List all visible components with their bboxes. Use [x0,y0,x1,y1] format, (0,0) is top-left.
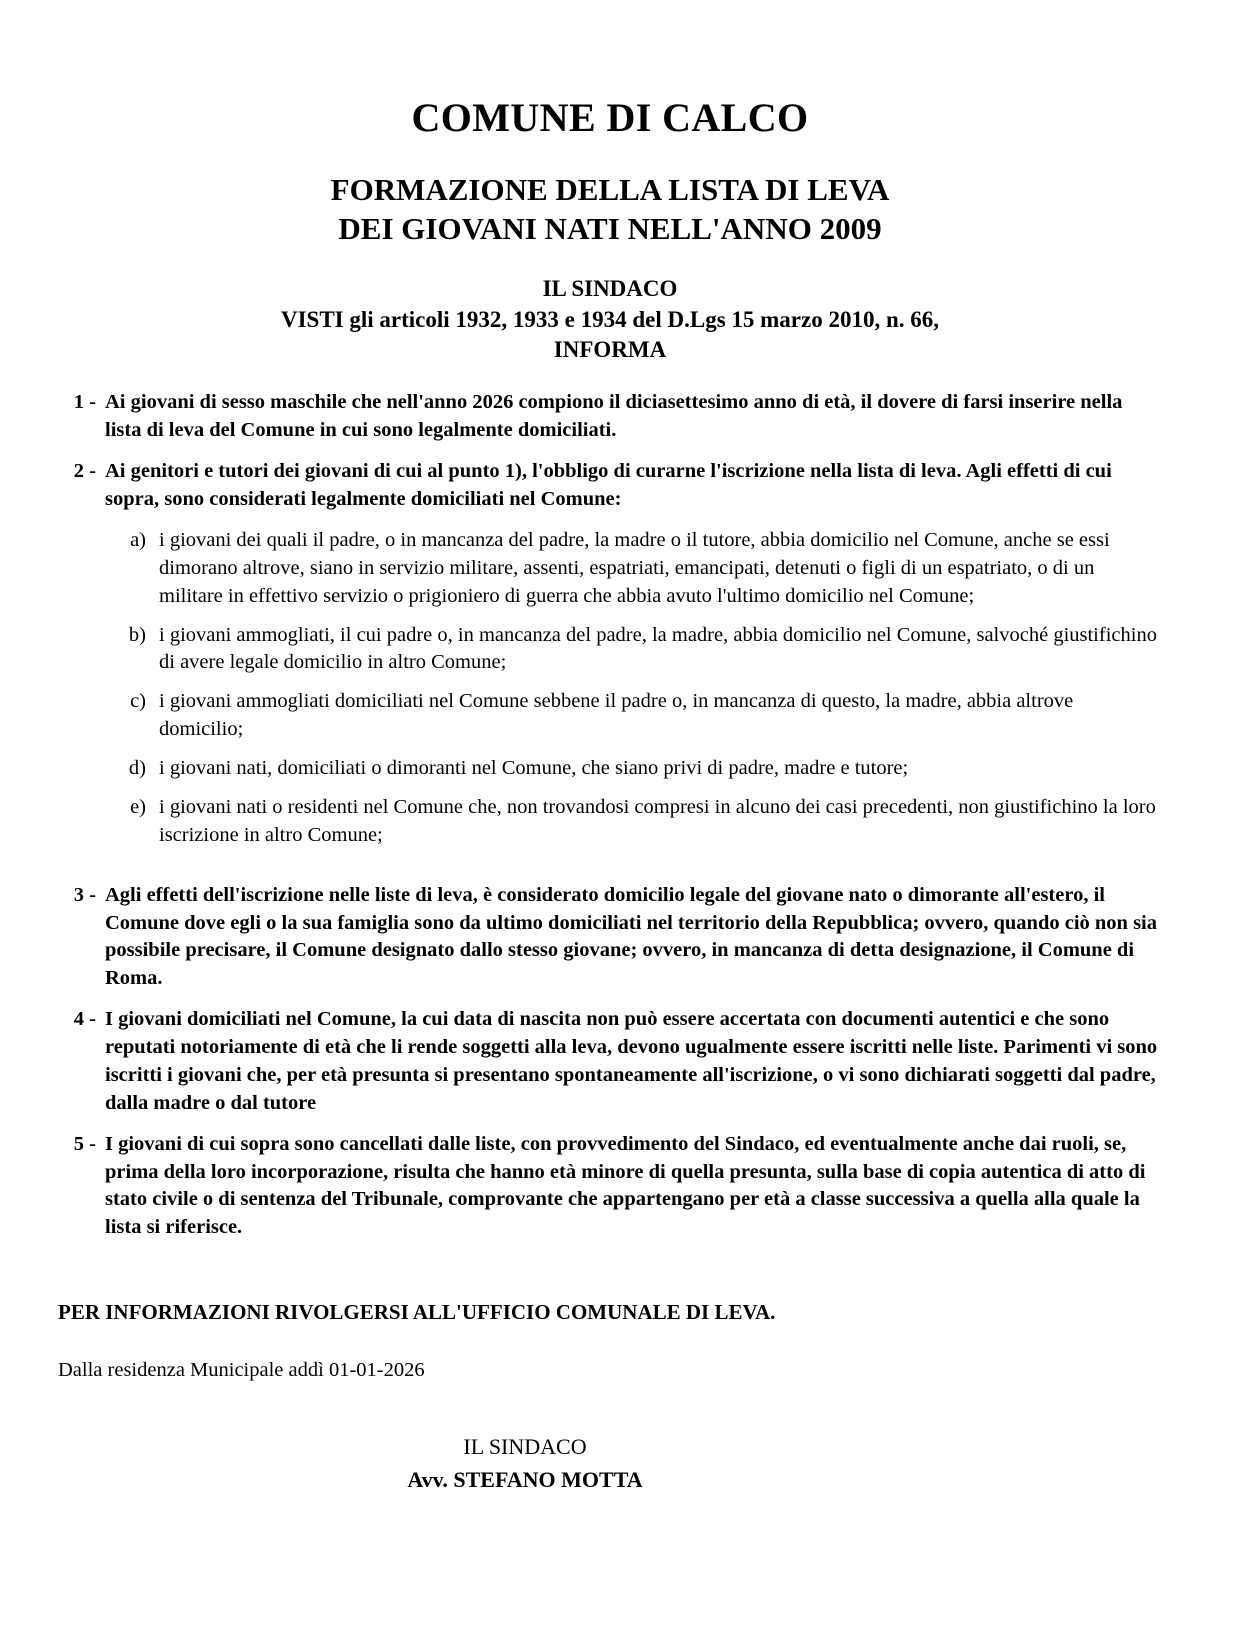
clause-item [58,1006,1162,1118]
subclause-letter: e) [130,795,146,818]
signature-role: IL SINDACO [463,1434,587,1460]
subclause-letter: c) [130,690,146,713]
clause-text: Ai genitori e tutori dei giovani di cui al punto 1), l'obbligo di curarne l'iscrizione nella lista di leva. Agli effetti di cui sopra, sono considerati legalmente domiciliati nel Comune: [105,460,1112,510]
subclause-text: i giovani nati, domiciliati o dimoranti nel Comune, che siano privi di padre, madre e tutore; [159,757,909,779]
subclause-text: i giovani ammogliati, il cui padre o, in mancanza del padre, la madre, abbia domicilio nel Comune, salvoché giustifichino di avere legale domicilio in altro Comune; [159,623,1157,674]
subclause-item [58,688,1162,744]
clause-item [58,1131,1162,1243]
subclause-text: i giovani ammogliati domiciliati nel Comune sebbene il padre o, in mancanza di questo, la madre, abbia altrove domicilio; [159,690,1074,741]
subclause-item [58,755,1162,783]
clause-text: Agli effetti dell'iscrizione nelle liste di leva, è considerato domicilio legale del giovane nato o dimorante all'estero, il Comune dove egli o la sua famiglia sono da ultimo domiciliati nel territorio della Repubblica; ovvero, quando ciò non sia possibile precisare, il Comune designato dallo stesso giovane; ovvero, in mancanza di detta designazione, il Comune di Roma. [105,883,1157,990]
date-line: Dalla residenza Municipale addì 01-01-2026 [58,1359,425,1382]
declaration-verb: INFORMA [553,337,667,363]
info-notice: PER INFORMAZIONI RIVOLGERSI ALL'UFFICIO COMUNALE DI LEVA. [58,1300,776,1325]
legal-basis: VISTI gli articoli 1932, 1933 e 1934 del D.Lgs 15 marzo 2010, n. 66, [280,306,940,332]
clause-number: 1 - [73,391,96,414]
subclause-item [58,794,1162,850]
clause-number: 2 - [73,460,96,483]
signature-name: Avv. STEFANO MOTTA [407,1467,643,1493]
clause-number: 4 - [73,1008,96,1031]
page-title: COMUNE DI CALCO [411,95,809,140]
authority-title: IL SINDACO [542,276,678,302]
authority-block [58,274,1162,365]
section-spacer [58,868,1162,882]
clause-item [58,458,1162,514]
signature-block [58,1430,992,1496]
subtitle-line-2: DEI GIOVANI NATI NELL'ANNO 2009 [338,210,882,246]
clause-list [58,389,1162,1242]
subclause-item [58,622,1162,678]
subclause-letter: d) [128,757,146,779]
clause-text: Ai giovani di sesso maschile che nell'anno 2026 compiono il diciasettesimo anno di età, il dovere di farsi inserire nella lista di leva del Comune in cui sono legalmente domiciliati. [105,391,1123,442]
subclause-item [58,527,1162,611]
subclause-text: i giovani dei quali il padre, o in mancanza del padre, la madre o il tutore, abbia domicilio nel Comune, anche se essi dimorano altrove, siano in servizio militare, assenti, espatriati, emancipati, detenuti o figli di un espatriato, o di un militare in effettivo servizio o prigioniero di guerra che abbia avuto l'ultimo domicilio nel Comune; [159,528,1110,607]
clause-item [58,389,1162,445]
document-subtitle [58,171,1162,249]
subclause-letter: b) [128,623,146,646]
clause-text: I giovani di cui sopra sono cancellati dalle liste, con provvedimento del Sindaco, ed eventualmente anche dai ruoli, se, prima della loro incorporazione, risulta che hanno età minore di quella presunta, sulla base di copia autentica di atto di stato civile o di sentenza del Tribunale, comprovante che appartengano per età a classe successiva a quella alla quale la lista si riferisce. [105,1132,1146,1239]
clause-number: 3 - [73,883,96,906]
subtitle-line-1: FORMAZIONE DELLA LISTA DI LEVA [330,171,890,207]
subclause-list [58,527,1162,850]
subclause-letter: a) [130,528,146,551]
subclause-text: i giovani nati o residenti nel Comune che, non trovandosi compresi in alcuno dei casi precedenti, non giustifichino la loro iscrizione in altro Comune; [159,795,1156,846]
clause-item [58,882,1162,994]
clause-number: 5 - [73,1132,96,1155]
clause-text: I giovani domiciliati nel Comune, la cui data di nascita non può essere accertata con documenti autentici e che sono reputati notoriamente di età che li rende soggetti alla leva, devono ugualmente essere iscritti nelle liste. Parimenti vi sono iscritti i giovani che, per età presunta si presentano spontaneamente all'iscrizione, o vi sono dichiarati soggetti dal padre, dalla madre o dal tutore [105,1008,1158,1114]
